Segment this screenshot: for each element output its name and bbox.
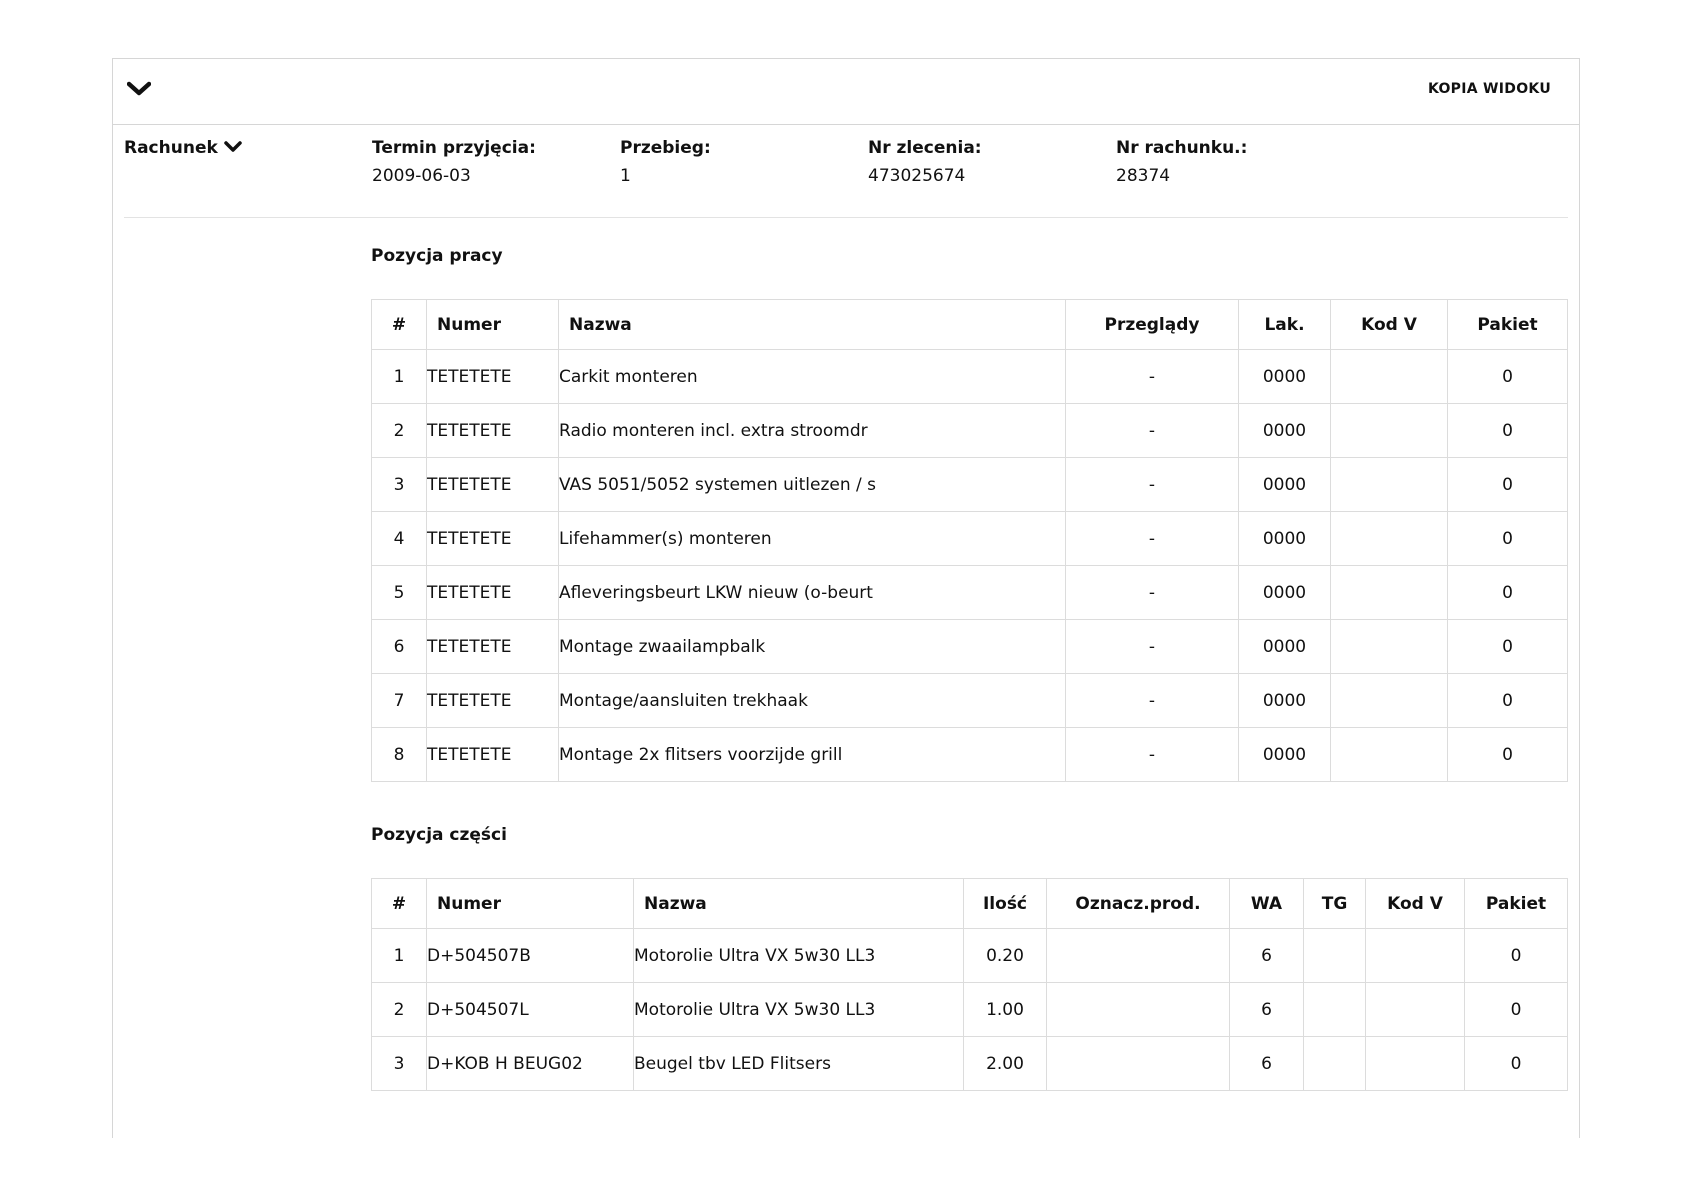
field-value: 1 <box>620 166 631 186</box>
table-cell: - <box>1066 350 1239 404</box>
table-cell: 0 <box>1448 728 1568 782</box>
table-cell: 0000 <box>1239 350 1331 404</box>
parts-table <box>371 878 1568 1091</box>
invoice-info <box>124 125 1568 218</box>
table-cell <box>1366 929 1465 983</box>
table-header-row <box>372 879 1568 929</box>
table-cell <box>1331 458 1448 512</box>
field-label: Nr zlecenia: <box>868 138 982 158</box>
col-header: Kod V <box>1331 300 1448 350</box>
field-przebieg <box>620 138 711 186</box>
rachunek-label: Rachunek <box>124 138 218 158</box>
table-row <box>372 674 1568 728</box>
table-row <box>372 566 1568 620</box>
table-cell <box>1047 1037 1230 1091</box>
table-cell: 0000 <box>1239 458 1331 512</box>
col-header: TG <box>1304 879 1366 929</box>
col-header: Numer <box>427 879 634 929</box>
col-header: # <box>372 300 427 350</box>
table-cell: 0 <box>1448 404 1568 458</box>
table-cell: 0000 <box>1239 674 1331 728</box>
table-cell: 3 <box>372 458 427 512</box>
col-header: Oznacz.prod. <box>1047 879 1230 929</box>
table-row <box>372 929 1568 983</box>
field-value: 28374 <box>1116 166 1171 186</box>
table-cell: TETETETE <box>427 566 559 620</box>
table-cell: 0 <box>1448 620 1568 674</box>
table-cell: Afleveringsbeurt LKW nieuw (o-beurt <box>559 566 1066 620</box>
table-row <box>372 1037 1568 1091</box>
table-cell: TETETETE <box>427 620 559 674</box>
table-cell: TETETETE <box>427 512 559 566</box>
table-cell: 0 <box>1448 350 1568 404</box>
table-row <box>372 983 1568 1037</box>
table-cell: Radio monteren incl. extra stroomdr <box>559 404 1066 458</box>
table-cell <box>1331 674 1448 728</box>
table-cell: 1 <box>372 350 427 404</box>
rachunek-toggle[interactable] <box>124 138 242 158</box>
field-label: Nr rachunku.: <box>1116 138 1248 158</box>
table-row <box>372 404 1568 458</box>
table-cell: Beugel tbv LED Flitsers <box>634 1037 964 1091</box>
table-cell: TETETETE <box>427 458 559 512</box>
col-header: Kod V <box>1366 879 1465 929</box>
table-row <box>372 620 1568 674</box>
col-header: Pakiet <box>1465 879 1568 929</box>
table-cell: TETETETE <box>427 350 559 404</box>
table-cell: 2 <box>372 983 427 1037</box>
table-cell: Montage 2x flitsers voorzijde grill <box>559 728 1066 782</box>
table-cell <box>1366 983 1465 1037</box>
table-header-row <box>372 300 1568 350</box>
table-cell <box>1304 983 1366 1037</box>
table-cell <box>1047 929 1230 983</box>
chevron-down-icon <box>224 138 242 158</box>
col-header: Nazwa <box>559 300 1066 350</box>
table-cell: - <box>1066 566 1239 620</box>
col-header: WA <box>1230 879 1304 929</box>
table-cell: 2 <box>372 404 427 458</box>
table-cell: TETETETE <box>427 674 559 728</box>
col-header: Nazwa <box>634 879 964 929</box>
parts-section-title: Pozycja części <box>371 825 507 845</box>
table-cell: 1.00 <box>964 983 1047 1037</box>
table-cell: 6 <box>1230 929 1304 983</box>
table-cell: 7 <box>372 674 427 728</box>
table-cell: D+504507B <box>427 929 634 983</box>
table-cell: Motorolie Ultra VX 5w30 LL3 <box>634 983 964 1037</box>
table-row <box>372 458 1568 512</box>
field-label: Przebieg: <box>620 138 711 158</box>
table-cell: 0 <box>1465 929 1568 983</box>
table-cell: 6 <box>1230 983 1304 1037</box>
col-header: Pakiet <box>1448 300 1568 350</box>
table-cell <box>1304 929 1366 983</box>
table-cell: 0000 <box>1239 566 1331 620</box>
field-nr-zlecenia <box>868 138 982 186</box>
table-cell <box>1047 983 1230 1037</box>
table-cell: 6 <box>372 620 427 674</box>
field-termin <box>372 138 536 186</box>
table-cell: Montage/aansluiten trekhaak <box>559 674 1066 728</box>
table-row <box>372 350 1568 404</box>
labor-table <box>371 299 1568 782</box>
table-cell: 3 <box>372 1037 427 1091</box>
table-row <box>372 512 1568 566</box>
table-cell <box>1331 512 1448 566</box>
table-cell <box>1366 1037 1465 1091</box>
table-cell: 0000 <box>1239 512 1331 566</box>
col-header: Numer <box>427 300 559 350</box>
table-cell: VAS 5051/5052 systemen uitlezen / s <box>559 458 1066 512</box>
table-cell: 1 <box>372 929 427 983</box>
table-cell: 4 <box>372 512 427 566</box>
table-row <box>372 728 1568 782</box>
table-cell: 0000 <box>1239 620 1331 674</box>
col-header: Ilość <box>964 879 1047 929</box>
copy-view-button[interactable]: KOPIA WIDOKU <box>1427 81 1551 97</box>
table-cell: - <box>1066 728 1239 782</box>
table-cell: Motorolie Ultra VX 5w30 LL3 <box>634 929 964 983</box>
table-cell: Montage zwaailampbalk <box>559 620 1066 674</box>
table-cell <box>1331 350 1448 404</box>
table-cell: 6 <box>1230 1037 1304 1091</box>
table-cell: 0 <box>1448 458 1568 512</box>
table-cell: 2.00 <box>964 1037 1047 1091</box>
table-cell: D+KOB H BEUG02 <box>427 1037 634 1091</box>
table-cell: Lifehammer(s) monteren <box>559 512 1066 566</box>
table-cell: TETETETE <box>427 404 559 458</box>
table-cell: - <box>1066 458 1239 512</box>
table-cell: D+504507L <box>427 983 634 1037</box>
table-cell: 8 <box>372 728 427 782</box>
col-header: Przeglądy <box>1066 300 1239 350</box>
table-cell <box>1331 620 1448 674</box>
field-value: 2009-06-03 <box>372 166 471 186</box>
chevron-down-icon[interactable] <box>127 81 151 102</box>
table-cell: - <box>1066 674 1239 728</box>
table-cell: 0000 <box>1239 728 1331 782</box>
field-value: 473025674 <box>868 166 966 186</box>
field-label: Termin przyjęcia: <box>372 138 536 158</box>
table-cell: 0.20 <box>964 929 1047 983</box>
field-nr-rachunku <box>1116 138 1247 186</box>
table-cell <box>1331 728 1448 782</box>
table-cell <box>1304 1037 1366 1091</box>
table-cell: 0 <box>1465 983 1568 1037</box>
table-cell <box>1331 404 1448 458</box>
labor-section-title: Pozycja pracy <box>371 246 503 266</box>
table-cell: - <box>1066 512 1239 566</box>
table-cell: - <box>1066 620 1239 674</box>
col-header: Lak. <box>1239 300 1331 350</box>
table-cell: 0 <box>1448 674 1568 728</box>
col-header: # <box>372 879 427 929</box>
table-cell: - <box>1066 404 1239 458</box>
table-cell <box>1331 566 1448 620</box>
table-cell: 0 <box>1448 512 1568 566</box>
table-cell: TETETETE <box>427 728 559 782</box>
table-cell: 0 <box>1448 566 1568 620</box>
panel-header <box>113 59 1579 125</box>
table-cell: 0000 <box>1239 404 1331 458</box>
table-cell: Carkit monteren <box>559 350 1066 404</box>
table-cell: 5 <box>372 566 427 620</box>
table-cell: 0 <box>1465 1037 1568 1091</box>
